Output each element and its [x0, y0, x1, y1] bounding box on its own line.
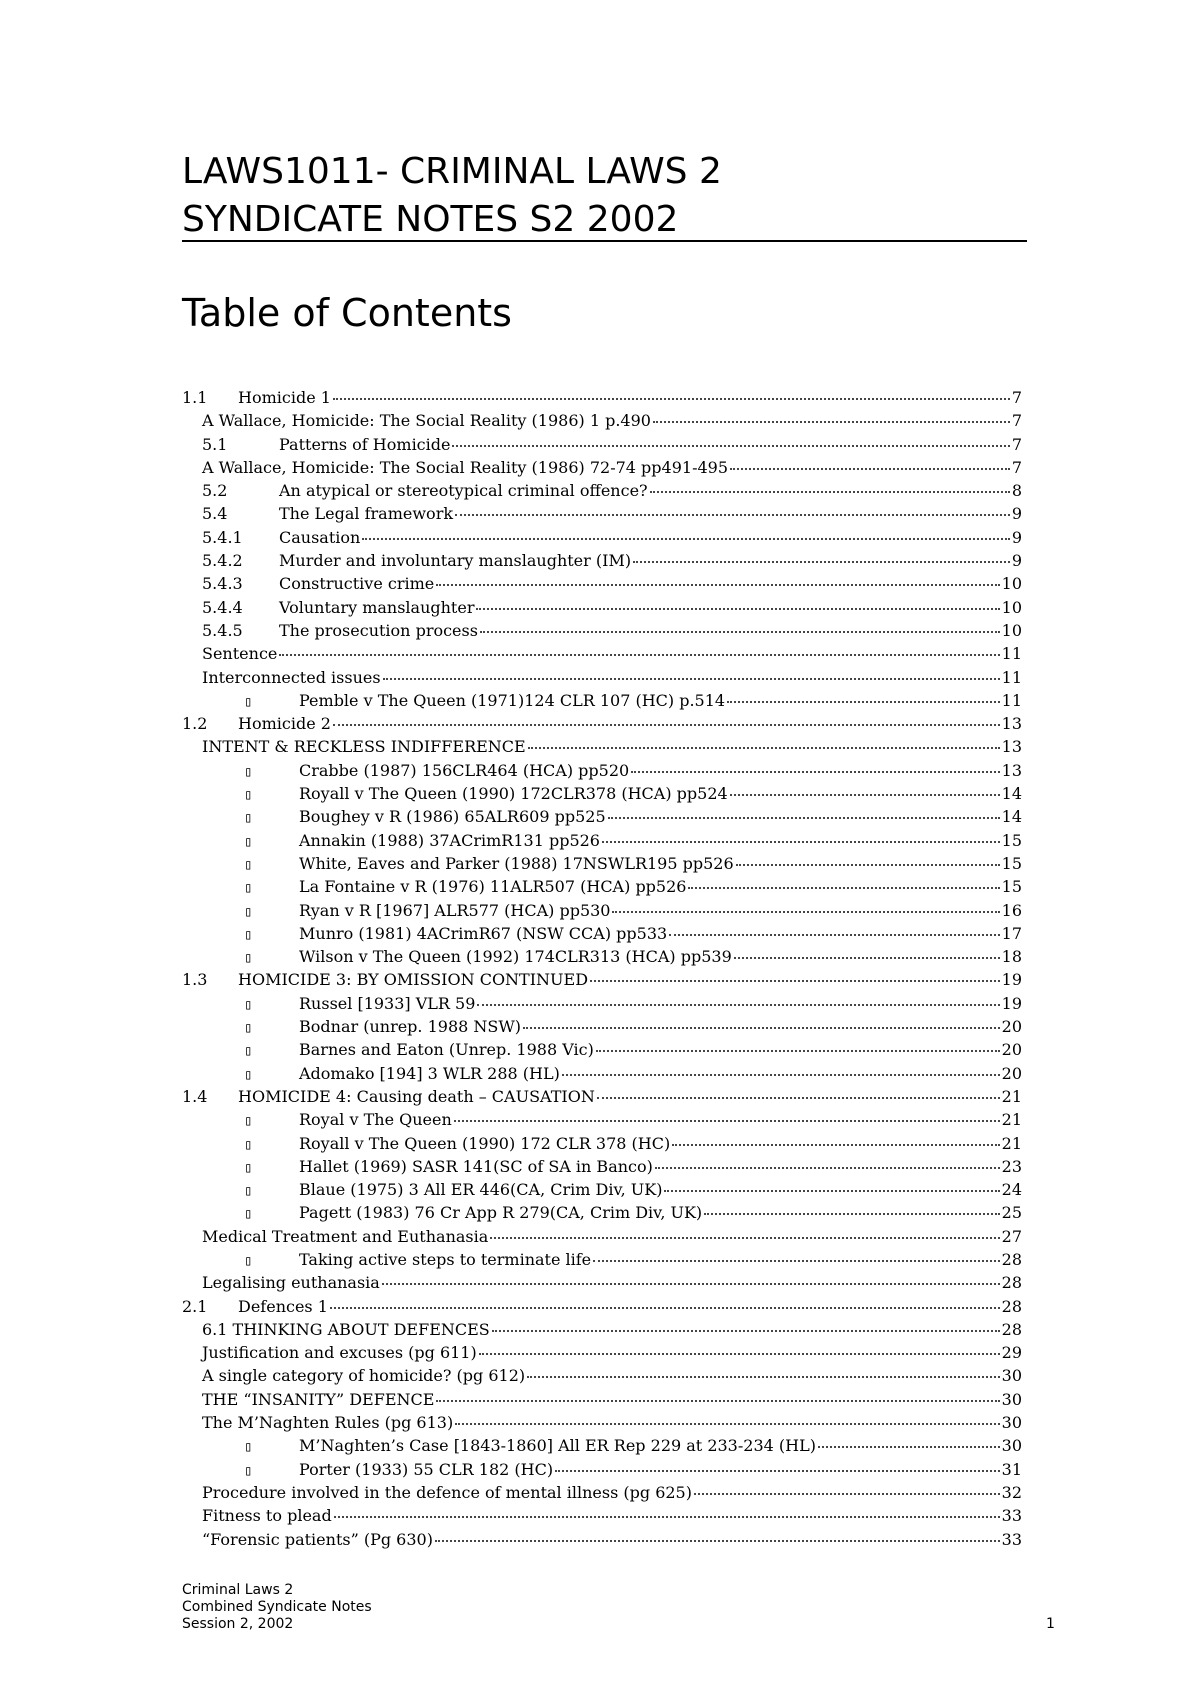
toc-entry-page: 10 — [1001, 574, 1022, 594]
toc-entry-title: Taking active steps to terminate life — [299, 1249, 592, 1269]
toc-entry-title: An atypical or stereotypical criminal offence? — [279, 481, 648, 501]
page-footer — [182, 1582, 1062, 1633]
bullet-icon: ▯ — [244, 1183, 253, 1200]
toc-entry-page: 33 — [1001, 1529, 1022, 1549]
footer-line-2: Combined Syndicate Notes — [182, 1599, 372, 1615]
toc-entry-page: 25 — [1001, 1203, 1022, 1223]
dot-leader — [330, 1307, 1000, 1309]
dot-leader — [664, 1190, 999, 1192]
toc-entry[interactable] — [182, 596, 1022, 619]
toc-entry-title: Medical Treatment and Euthanasia — [202, 1226, 489, 1246]
toc-entry-number: 5.4 — [202, 504, 228, 524]
dot-leader — [608, 817, 1000, 819]
toc-entry-number: 1.2 — [182, 714, 208, 734]
toc-entry-page: 21 — [1001, 1086, 1022, 1106]
dot-leader — [734, 957, 1000, 959]
bullet-icon: ▯ — [244, 1252, 253, 1269]
toc-entry-page: 15 — [1001, 830, 1022, 850]
toc-entry-number: 5.4.1 — [202, 527, 243, 547]
dot-leader — [476, 608, 999, 610]
dot-leader — [704, 1213, 999, 1215]
toc-entry-number: 5.4.2 — [202, 551, 243, 571]
dot-leader — [590, 980, 1000, 982]
toc-entry-page: 15 — [1001, 853, 1022, 873]
dot-leader — [333, 398, 1010, 400]
dot-leader — [479, 1353, 1000, 1355]
dot-leader — [727, 701, 1000, 703]
toc-entry-title: Boughey v R (1986) 65ALR609 pp525 — [299, 807, 606, 827]
toc-entry-title: Legalising euthanasia — [202, 1273, 380, 1293]
toc-entry-page: 10 — [1001, 597, 1022, 617]
toc-entry-title: Wilson v The Queen (1992) 174CLR313 (HCA) pp539 — [299, 947, 732, 967]
toc-entry-page: 30 — [1001, 1413, 1022, 1433]
toc-entry-page: 23 — [1001, 1156, 1022, 1176]
title-line-1: LAWS1011- CRIMINAL LAWS 2 — [182, 151, 722, 192]
toc-entry-title: INTENT & RECKLESS INDIFFERENCE — [202, 737, 526, 757]
toc-entry-page: 13 — [1001, 737, 1022, 757]
toc-entry-title: Voluntary manslaughter — [279, 597, 475, 617]
toc-entry-title: Pemble v The Queen (1971)124 CLR 107 (HC) p.514 — [299, 690, 726, 710]
toc-entry-page: 8 — [1011, 481, 1022, 501]
toc-entry-number: 5.4.5 — [202, 620, 243, 640]
toc-entry[interactable] — [182, 968, 1022, 991]
toc-entry[interactable] — [182, 899, 1022, 922]
bullet-icon: ▯ — [244, 1113, 253, 1130]
toc-entry-page: 28 — [1001, 1273, 1022, 1293]
toc-entry-title: Causation — [279, 527, 361, 547]
toc-entry[interactable] — [182, 1458, 1022, 1481]
toc-entry-title: La Fontaine v R (1976) 11ALR507 (HCA) pp526 — [299, 877, 687, 897]
toc-entry[interactable] — [182, 805, 1022, 828]
toc-entry-title: Porter (1933) 55 CLR 182 (HC) — [299, 1459, 554, 1479]
bullet-icon: ▯ — [244, 880, 253, 897]
toc-entry-title: Royal v The Queen — [299, 1110, 452, 1130]
toc-entry-page: 9 — [1011, 527, 1022, 547]
dot-leader — [730, 468, 1010, 470]
toc-entry-title: The prosecution process — [279, 620, 478, 640]
toc-entry-title: Procedure involved in the defence of mental illness (pg 625) — [202, 1482, 692, 1502]
toc-entry[interactable] — [182, 1528, 1022, 1551]
toc-entry[interactable] — [182, 1481, 1022, 1504]
toc-entry-title: Munro (1981) 4ACrimR67 (NSW CCA) pp533 — [299, 923, 668, 943]
toc-entry-title: Bodnar (unrep. 1988 NSW) — [299, 1017, 522, 1037]
bullet-icon: ▯ — [244, 1066, 253, 1083]
toc-entry[interactable] — [182, 922, 1022, 945]
bullet-icon: ▯ — [244, 1043, 253, 1060]
toc-entry-number: 5.1 — [202, 434, 228, 454]
toc-entry-page: 14 — [1001, 807, 1022, 827]
toc-entry-page: 27 — [1001, 1226, 1022, 1246]
dot-leader — [455, 514, 1010, 516]
toc-entry-page: 10 — [1001, 620, 1022, 640]
bullet-icon: ▯ — [244, 810, 253, 827]
dot-leader — [528, 747, 1000, 749]
toc-entry-title: Pagett (1983) 76 Cr App R 279(CA, Crim Div, UK) — [299, 1203, 703, 1223]
toc-entry-title: Crabbe (1987) 156CLR464 (HCA) pp520 — [299, 760, 630, 780]
toc-entry-number: 5.4.4 — [202, 597, 243, 617]
dot-leader — [452, 445, 1009, 447]
toc-entry-page: 31 — [1001, 1459, 1022, 1479]
toc-entry-number: 1.3 — [182, 970, 208, 990]
dot-leader — [596, 1050, 1000, 1052]
toc-entry-title: Annakin (1988) 37ACrimR131 pp526 — [299, 830, 600, 850]
toc-entry[interactable] — [182, 572, 1022, 595]
toc-entry[interactable] — [182, 1038, 1022, 1061]
dot-leader — [562, 1074, 1000, 1076]
dot-leader — [382, 1283, 1000, 1285]
toc-entry-title: Russel [1933] VLR 59 — [299, 993, 476, 1013]
dot-leader — [455, 1423, 999, 1425]
bullet-icon: ▯ — [244, 926, 253, 943]
dot-leader — [436, 584, 999, 586]
dot-leader — [279, 654, 999, 656]
toc-entry[interactable] — [182, 1085, 1022, 1108]
toc-entry-page: 28 — [1001, 1249, 1022, 1269]
toc-entry-page: 21 — [1001, 1110, 1022, 1130]
toc-entry-title: Royall v The Queen (1990) 172 CLR 378 (HC) — [299, 1133, 671, 1153]
toc-entry[interactable] — [182, 1318, 1022, 1341]
toc-entry-title: White, Eaves and Parker (1988) 17NSWLR195 pp526 — [299, 853, 734, 873]
dot-leader — [490, 1237, 999, 1239]
toc-entry[interactable] — [182, 1108, 1022, 1131]
dot-leader — [688, 887, 999, 889]
toc-entry[interactable] — [182, 782, 1022, 805]
toc-entry[interactable] — [182, 945, 1022, 968]
toc-entry-page: 24 — [1001, 1180, 1022, 1200]
dot-leader — [435, 1540, 1000, 1542]
toc-entry[interactable] — [182, 433, 1022, 456]
toc-entry-title: Homicide 2 — [238, 714, 331, 734]
dot-leader — [527, 1376, 999, 1378]
toc-entry[interactable] — [182, 1388, 1022, 1411]
bullet-icon: ▯ — [244, 1206, 253, 1223]
toc-entry-title: Barnes and Eaton (Unrep. 1988 Vic) — [299, 1040, 594, 1060]
dot-leader — [362, 538, 1009, 540]
dot-leader — [477, 1004, 999, 1006]
toc-entry-page: 32 — [1001, 1482, 1022, 1502]
toc-entry-page: 19 — [1001, 970, 1022, 990]
toc-entry[interactable] — [182, 712, 1022, 735]
toc-entry-title: Homicide 1 — [238, 388, 331, 407]
toc-entry-title: The Legal framework — [279, 504, 454, 524]
toc-entry-number: 5.4.3 — [202, 574, 243, 594]
toc-entry[interactable] — [182, 642, 1022, 665]
toc-entry[interactable] — [182, 1271, 1022, 1294]
dot-leader — [672, 1144, 999, 1146]
toc-entry[interactable] — [182, 992, 1022, 1015]
toc-entry-title: Ryan v R [1967] ALR577 (HCA) pp530 — [299, 900, 611, 920]
toc-entry-title: THE “INSANITY” DEFENCE — [202, 1389, 435, 1409]
title-underline — [182, 240, 1027, 242]
bullet-icon: ▯ — [244, 1136, 253, 1153]
toc-entry-title: HOMICIDE 4: Causing death – CAUSATION — [238, 1086, 595, 1106]
toc-entry-page: 14 — [1001, 784, 1022, 804]
bullet-icon: ▯ — [244, 763, 253, 780]
dot-leader — [480, 631, 1000, 633]
bullet-icon: ▯ — [244, 693, 253, 710]
toc-entry[interactable] — [182, 1155, 1022, 1178]
toc-entry[interactable] — [182, 1225, 1022, 1248]
dot-leader — [612, 911, 999, 913]
toc-entry[interactable] — [182, 735, 1022, 758]
toc-entry-number: 2.1 — [182, 1296, 208, 1316]
toc-entry-page: 11 — [1001, 644, 1022, 664]
dot-leader — [736, 864, 1000, 866]
dot-leader — [597, 1097, 1000, 1099]
toc-entry-title: Patterns of Homicide — [279, 434, 451, 454]
toc-entry-title: A Wallace, Homicide: The Social Reality (1986) 1 p.490 — [202, 411, 651, 431]
toc-entry-page: 30 — [1001, 1389, 1022, 1409]
bullet-icon: ▯ — [244, 903, 253, 920]
toc-entry[interactable] — [182, 619, 1022, 642]
toc-entry-page: 28 — [1001, 1319, 1022, 1339]
toc-entry[interactable] — [182, 852, 1022, 875]
toc-entry-page: 7 — [1011, 388, 1022, 407]
toc-entry-page: 9 — [1011, 551, 1022, 571]
toc-entry[interactable] — [182, 1248, 1022, 1271]
toc-entry[interactable] — [182, 875, 1022, 898]
bullet-icon: ▯ — [244, 996, 253, 1013]
toc-entry-title: Murder and involuntary manslaughter (IM) — [279, 551, 632, 571]
toc-entry-page: 19 — [1001, 993, 1022, 1013]
toc-entry-title: Defences 1 — [238, 1296, 328, 1316]
toc-entry[interactable] — [182, 1132, 1022, 1155]
bullet-icon: ▯ — [244, 1159, 253, 1176]
toc-entry-page: 7 — [1011, 457, 1022, 477]
toc-entry-page: 20 — [1001, 1017, 1022, 1037]
toc-entry[interactable] — [182, 1504, 1022, 1527]
toc-entry-title: Hallet (1969) SASR 141(SC of SA in Banco) — [299, 1156, 653, 1176]
toc-entry-page: 11 — [1001, 690, 1022, 710]
toc-entry-title: M’Naghten’s Case [1843-1860] All ER Rep 229 at 233-234 (HL) — [299, 1436, 816, 1456]
toc-entry-page: 30 — [1001, 1436, 1022, 1456]
toc-entry[interactable] — [182, 386, 1022, 409]
dot-leader — [818, 1446, 1000, 1448]
dot-leader — [650, 491, 1010, 493]
toc-entry[interactable] — [182, 1062, 1022, 1085]
toc-entry[interactable] — [182, 502, 1022, 525]
toc-entry[interactable] — [182, 759, 1022, 782]
toc-entry-number: 1.4 — [182, 1086, 208, 1106]
bullet-icon: ▯ — [244, 856, 253, 873]
dot-leader — [730, 794, 1000, 796]
toc-entry[interactable] — [182, 526, 1022, 549]
dot-leader — [454, 1120, 1000, 1122]
toc-entry-title: Blaue (1975) 3 All ER 446(CA, Crim Div, UK) — [299, 1180, 663, 1200]
footer-line-3: Session 2, 2002 — [182, 1616, 294, 1632]
dot-leader — [653, 421, 1010, 423]
toc-entry[interactable] — [182, 1434, 1022, 1457]
toc-entry-page: 13 — [1001, 714, 1022, 734]
dot-leader — [669, 934, 999, 936]
toc-entry-title: 6.1 THINKING ABOUT DEFENCES — [202, 1319, 490, 1339]
title-line-2: SYNDICATE NOTES S2 2002 — [182, 199, 679, 240]
toc-entry[interactable] — [182, 1295, 1022, 1318]
dot-leader — [631, 771, 999, 773]
toc-entry-page: 33 — [1001, 1506, 1022, 1526]
toc-entry-title: Justification and excuses (pg 611) — [202, 1343, 477, 1363]
dot-leader — [492, 1330, 1000, 1332]
toc-entry-page: 21 — [1001, 1133, 1022, 1153]
toc-entry-title: Adomako [194] 3 WLR 288 (HL) — [299, 1063, 560, 1083]
toc-entry-page: 17 — [1001, 923, 1022, 943]
toc-entry-title: A single category of homicide? (pg 612) — [202, 1366, 526, 1386]
dot-leader — [333, 724, 1000, 726]
dot-leader — [593, 1260, 1000, 1262]
toc-entry[interactable] — [182, 456, 1022, 479]
toc-entry-page: 13 — [1001, 760, 1022, 780]
toc-entry-page: 16 — [1001, 900, 1022, 920]
toc-entry-page: 28 — [1001, 1296, 1022, 1316]
toc-entry-number: 5.2 — [202, 481, 228, 501]
toc-entry-page: 11 — [1001, 667, 1022, 687]
toc-entry-page: 29 — [1001, 1343, 1022, 1363]
dot-leader — [694, 1493, 1000, 1495]
toc-entry[interactable] — [182, 1341, 1022, 1364]
dot-leader — [334, 1516, 1000, 1518]
bullet-icon: ▯ — [244, 950, 253, 967]
toc-entry-page: 7 — [1011, 411, 1022, 431]
toc-entry[interactable] — [182, 666, 1022, 689]
toc-entry-page: 7 — [1011, 434, 1022, 454]
toc-entry-title: The M’Naghten Rules (pg 613) — [202, 1413, 454, 1433]
dot-leader — [436, 1400, 999, 1402]
toc-entry-page: 20 — [1001, 1040, 1022, 1060]
toc-entry-title: Fitness to plead — [202, 1506, 332, 1526]
toc-heading: Table of Contents — [182, 291, 512, 335]
table-of-contents — [182, 386, 1022, 1551]
toc-entry-title: Royall v The Queen (1990) 172CLR378 (HCA) pp524 — [299, 784, 728, 804]
toc-entry[interactable] — [182, 1411, 1022, 1434]
toc-entry-page: 9 — [1011, 504, 1022, 524]
bullet-icon: ▯ — [244, 1439, 253, 1456]
dot-leader — [602, 841, 1000, 843]
toc-entry[interactable] — [182, 1201, 1022, 1224]
bullet-icon: ▯ — [244, 1020, 253, 1037]
toc-entry[interactable] — [182, 479, 1022, 502]
toc-entry[interactable] — [182, 689, 1022, 712]
dot-leader — [523, 1027, 1000, 1029]
toc-entry[interactable] — [182, 409, 1022, 432]
toc-entry-title: A Wallace, Homicide: The Social Reality (1986) 72-74 pp491-495 — [202, 457, 729, 477]
dot-leader — [633, 561, 1010, 563]
toc-entry[interactable] — [182, 1178, 1022, 1201]
toc-entry-title: Interconnected issues — [202, 667, 381, 687]
toc-entry-title: “Forensic patients” (Pg 630) — [202, 1529, 433, 1549]
toc-entry[interactable] — [182, 1364, 1022, 1387]
dot-leader — [555, 1470, 1000, 1472]
page-number: 1 — [1046, 1616, 1055, 1632]
bullet-icon: ▯ — [244, 1462, 253, 1479]
footer-line-1: Criminal Laws 2 — [182, 1582, 294, 1598]
toc-entry-page: 18 — [1001, 947, 1022, 967]
toc-entry-page: 30 — [1001, 1366, 1022, 1386]
toc-entry[interactable] — [182, 1015, 1022, 1038]
toc-entry-title: Constructive crime — [279, 574, 435, 594]
toc-entry-page: 20 — [1001, 1063, 1022, 1083]
toc-entry[interactable] — [182, 549, 1022, 572]
toc-entry-title: HOMICIDE 3: BY OMISSION CONTINUED — [238, 970, 589, 990]
bullet-icon: ▯ — [244, 833, 253, 850]
document-title — [182, 148, 1022, 248]
toc-entry-page: 15 — [1001, 877, 1022, 897]
toc-entry-number: 1.1 — [182, 388, 208, 407]
dot-leader — [383, 678, 1000, 680]
toc-entry-title: Sentence — [202, 644, 278, 664]
toc-entry[interactable] — [182, 829, 1022, 852]
dot-leader — [655, 1167, 1000, 1169]
bullet-icon: ▯ — [244, 787, 253, 804]
